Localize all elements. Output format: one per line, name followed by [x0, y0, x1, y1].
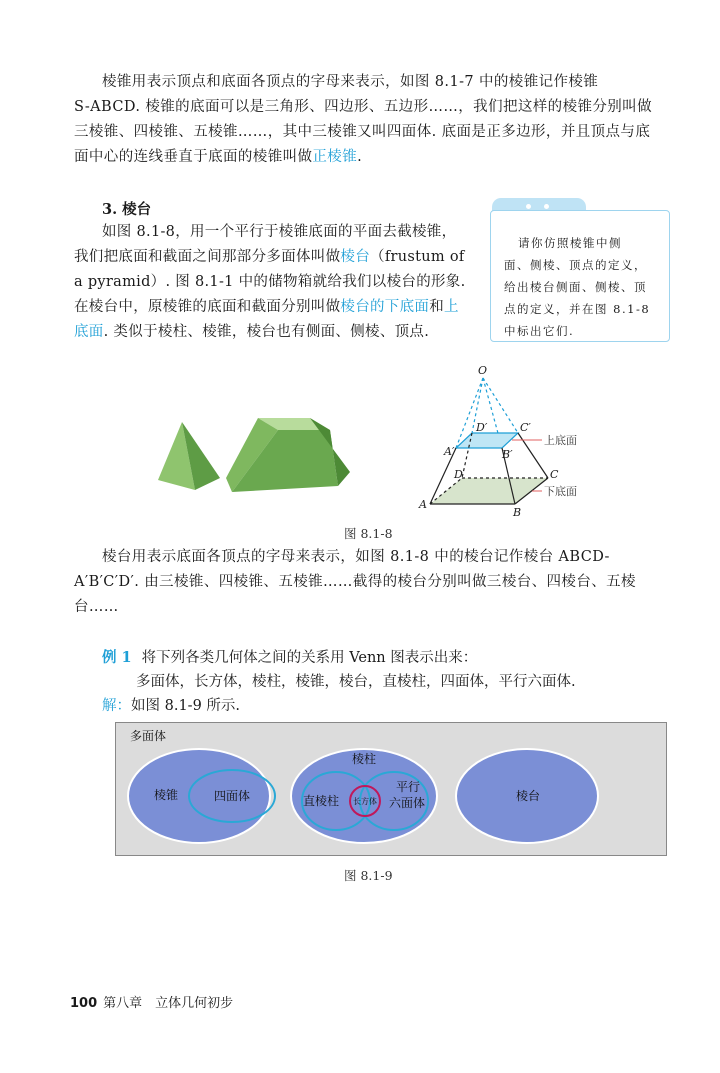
solution-label: 解： — [102, 698, 131, 714]
example-line: 例 1 将下列各类几何体之间的关系用 Venn 图表示出来： — [102, 649, 478, 666]
para1-line1: 棱锥用表示顶点和底面各顶点的字母来表示，如图 8.1-7 中的棱锥记作棱锥 — [102, 74, 599, 90]
section3-line2: 我们把底面和截面之间那部分多面体叫做棱台（frustum of — [74, 249, 465, 265]
figure-8-1-8-caption: 图 8.1-8 — [344, 526, 393, 541]
venn-cuboid-label: 长方体 — [353, 797, 377, 806]
label-lower-base: 下底面 — [544, 485, 577, 498]
chapter-title: 第八章 立体几何初步 — [103, 996, 234, 1011]
venn-right-prism-label: 直棱柱 — [303, 794, 340, 808]
frustum-diagram — [430, 378, 548, 504]
section-title: 3. 棱台 — [102, 201, 152, 218]
figure-8-1-8 — [140, 360, 600, 520]
example-list: 多面体，长方体，棱柱，棱锥，棱台，直棱柱，四面体，平行六面体. — [136, 674, 576, 690]
sidebox-text: 请你仿照棱锥中侧 面、侧棱、顶点的定义， 给出棱台侧面、侧棱、顶 点的定义，并在图 8.1-8 中标出它们. — [504, 236, 651, 338]
section3-line4: 在棱台中，原棱锥的底面和截面分别叫做棱台的下底面和上 — [74, 299, 459, 315]
label-C: C — [550, 468, 559, 481]
venn-para-label-2: 六面体 — [389, 796, 426, 810]
example-label: 例 1 — [102, 649, 132, 666]
label-D: D — [454, 468, 463, 481]
page-footer — [70, 992, 233, 1011]
venn-diagram — [115, 722, 667, 856]
label-D1: D′ — [476, 421, 488, 434]
label-C1: C′ — [520, 421, 531, 434]
green-frustum-image — [226, 418, 350, 492]
para2-line1: 棱台用表示底面各顶点的字母来表示，如图 8.1-8 中的棱台记作棱台 ABCD- — [102, 549, 610, 565]
label-A1: A′ — [444, 445, 455, 458]
solution-line: 解：如图 8.1-9 所示. — [102, 698, 241, 714]
label-B: B — [513, 506, 522, 519]
venn-pyramid-label: 棱锥 — [154, 788, 179, 802]
section3-line5: 底面. 类似于棱柱、棱锥，棱台也有侧面、侧棱、顶点. — [74, 324, 430, 340]
figure-8-1-9-caption: 图 8.1-9 — [344, 868, 393, 883]
label-O: O — [478, 364, 488, 377]
venn-prism-label: 棱柱 — [352, 752, 377, 766]
label-A: A — [419, 498, 427, 511]
venn-para-label-1: 平行 — [396, 780, 421, 794]
term-lower-base: 棱台的下底面 — [340, 299, 430, 315]
green-pyramid-image — [158, 422, 220, 490]
para2-line2: A′B′C′D′. 由三棱锥、四棱锥、五棱锥……截得的棱台分别叫做三棱台、四棱台、五棱 — [74, 574, 636, 590]
venn-frustum-label: 棱台 — [516, 789, 541, 803]
para2-line3: 台…… — [74, 599, 119, 615]
term-regular-pyramid: 正棱锥 — [312, 149, 358, 165]
section3-line3: a pyramid）. 图 8.1-1 中的储物箱就给我们以棱台的形象. — [74, 274, 466, 290]
para1-line4: 面中心的连线垂直于底面的棱锥叫做正棱锥. — [74, 149, 363, 165]
para1-line2: S-ABCD. 棱锥的底面可以是三角形、四边形、五边形……，我们把这样的棱锥分别叫做 — [74, 99, 652, 115]
label-upper-base: 上底面 — [544, 434, 577, 447]
label-B1: B′ — [502, 448, 513, 461]
page-number: 100 — [70, 996, 98, 1011]
section3-line1: 如图 8.1-8，用一个平行于棱锥底面的平面去截棱锥， — [102, 224, 457, 240]
para1-line3: 三棱锥、四棱锥、五棱锥……，其中三棱锥又叫四面体. 底面是正多边形，并且顶点与底 — [74, 124, 651, 140]
venn-outer-label: 多面体 — [130, 729, 167, 743]
term-upper-base: 底面 — [74, 324, 104, 340]
venn-tetra-label: 四面体 — [214, 789, 251, 803]
term-frustum: 棱台 — [340, 249, 371, 265]
